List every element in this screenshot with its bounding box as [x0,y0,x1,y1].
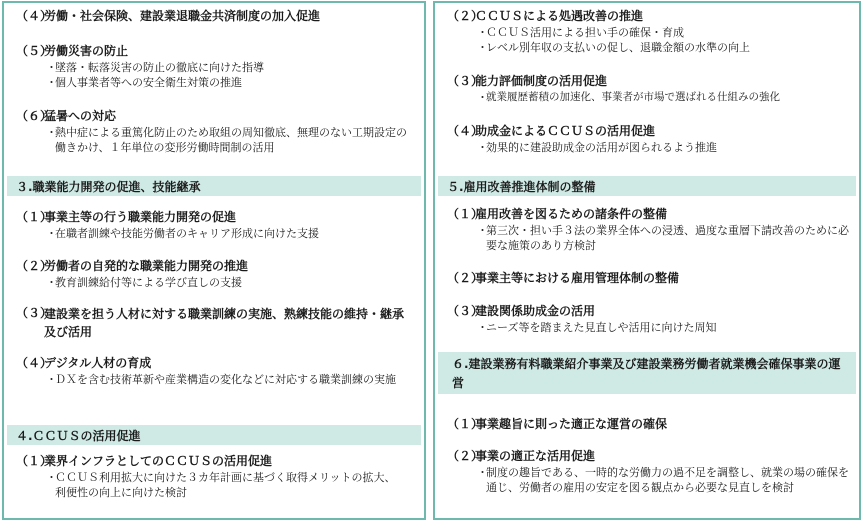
section-6-2 [447,448,849,495]
list-item: ・ 就業履歴蓄積の加速化、事業者が市場で選ばれる仕組みの強化 [477,91,780,104]
section-right-4 [447,123,859,155]
list-item: ・ 墜落・転落災害の防止の徹底に向けた指導 [46,61,264,74]
heading-right-4: （４） 助成金によるＣＣＵＳの活用促進 [447,124,656,138]
section-right-2 [447,8,859,55]
heading-3-1: （１） 事業主等の行う職業能力開発の促進 [16,210,237,224]
list-item: ・ 教育訓練給付等による学び直しの支援 [46,276,242,289]
section-header-4: ４.ＣＣＵＳの活用促進 [7,425,421,445]
heading-3-2: （２） 労働者の自発的な職業能力開発の推進 [16,259,249,273]
section-3-1 [16,209,424,241]
list-item: ・ 制度の趣旨である、一時的な労働力の過不足を調整し、就業の場の確保を通じ、労働者の雇用の安定を図る観点から必要な見直しを検討 [477,466,849,494]
section-4-1 [16,453,404,500]
section-right-3 [447,73,859,105]
list-item: ・ 効果的に建設助成金の活用が図られるよう推進 [477,141,717,154]
list-item: ・ ニーズ等を踏まえた見直しや活用に向けた周知 [477,321,717,334]
section-header-3: ３.職業能力開発の促進、技能継承 [7,176,421,196]
heading-right-3: （３） 能力評価制度の活用促進 [447,74,608,88]
heading-left-5: （５） 労働災害の防止 [16,44,129,58]
list-item: ・ 在職者訓練や技能労働者のキャリア形成に向けた支援 [46,227,319,240]
section-3-2 [16,258,424,290]
heading-6-2: （２） 事業の適正な活用促進 [447,449,596,463]
section-header-6: ６.建設業務有料職業紹介事業及び建設業務労働者就業機会確保事業の運営 [438,352,856,394]
section-6-1 [447,416,859,432]
list-item: ・ レベル別年収の支払いの促し、退職金額の水準の向上 [477,41,750,54]
heading-4-1: （１） 業界インフラとしてのＣＣＵＳの活用促進 [16,454,273,468]
section-3-4 [16,355,402,387]
heading-3-4: （４） デジタル人材の育成 [16,356,152,370]
heading-right-2: （２） ＣＣＵＳによる処遇改善の推進 [447,9,644,23]
heading-6-1: （１） 事業趣旨に則った適正な運営の確保 [447,417,668,431]
heading-5-1: （１） 雇用改善を図るための諸条件の整備 [447,207,668,221]
right-panel [433,1,861,520]
section-left-5 [16,43,424,90]
section-left-4 [16,8,424,24]
list-item: ・ ＣＣＵＳ利用拡大に向けた３カ年計画に基づく取得メリットの拡大、利便性の向上に向けた検討 [46,471,396,499]
left-panel [2,1,426,520]
section-5-2 [447,270,859,286]
section-left-6 [16,108,408,155]
list-item: ・ 熱中症による重篤化防止のため取組の周知徹底、無理のない工期設定の働きかけ、１年単位の変形労働時間制の活用 [46,126,407,154]
list-item: ・ 第三次・担い手３法の業界全体への浸透、過度な重層下請改善のために必要な施策のあり方検討 [477,224,849,252]
heading-5-2: （２） 事業主等における雇用管理体制の整備 [447,271,680,285]
heading-left-4: （４） 労働・社会保険、建設業退職金共済制度の加入促進 [16,9,321,23]
section-5-1 [447,206,851,253]
section-5-3 [447,303,859,335]
section-header-5: ５.雇用改善推進体制の整備 [438,176,856,196]
list-item: ・ 個人事業者等への安全衛生対策の推進 [46,76,242,89]
heading-left-6: （６） 猛暑への対応 [16,109,117,123]
list-item: ・ ＤＸを含む技術革新や産業構造の変化などに対応する職業訓練の実施 [46,373,396,386]
section-3-3 [16,305,414,341]
heading-5-3: （３） 建設関係助成金の活用 [447,304,596,318]
heading-3-3: （３） 建設業を担う人材に対する職業訓練の実施、熟練技能の維持・継承及び活用 [16,306,405,339]
list-item: ・ ＣＣＵＳ活用による担い手の確保・育成 [477,26,684,39]
